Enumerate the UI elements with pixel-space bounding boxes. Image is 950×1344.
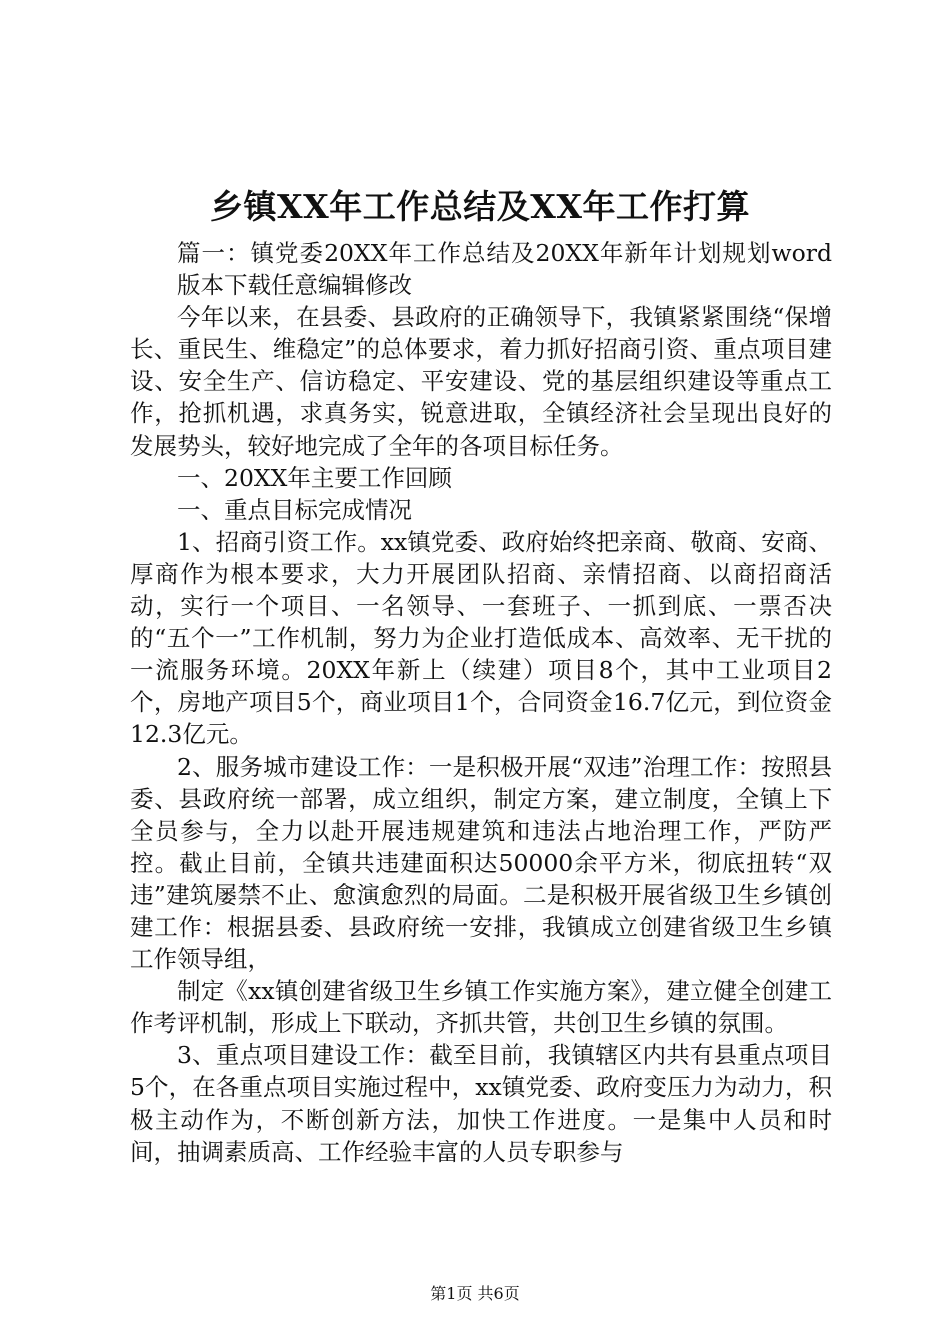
- body-paragraph-key-projects: 3、重点项目建设工作：截至目前，我镇辖区内共有县重点项目5个，在各重点项目实施过程中，xx镇党委、政府变压力为动力，积极主动作为，不断创新方法，加快工作进度。一是集中人员和时间，抽调素质高、工作经验丰富的人员专职参与: [130, 1041, 832, 1166]
- body-paragraph-urban-construction: 2、服务城市建设工作：一是积极开展“双违”治理工作：按照县委、县政府统一部署，成立组织，制定方案，建立制度，全镇上下全员参与，全力以赴开展违规建筑和违法占地治理工作，严防严控。截止目前，全镇共违建面积达50000余平方米，彻底扭转“双违”建筑屡禁不止、愈演愈烈的局面。二是积极开展省级卫生乡镇创建工作：根据县委、县政府统一安排，我镇成立创建省级卫生乡镇工作领导组，: [130, 752, 832, 974]
- body-paragraph-intro: 今年以来，在县委、县政府的正确领导下，我镇紧紧围绕“保增长、重民生、维稳定”的总体要求，着力抓好招商引资、重点项目建设、安全生产、信访稳定、平安建设、党的基层组织建设等重点工作，抢抓机遇，求真务实，锐意进取，全镇经济社会呈现出良好的发展势头，较好地完成了全年的各项目标任务。: [130, 303, 832, 460]
- body-paragraph-investment: 1、招商引资工作。xx镇党委、政府始终把亲商、敬商、安商、厚商作为根本要求，大力开展团队招商、亲情招商、以商招商活动，实行一个项目、一名领导、一套班子、一抓到底、一票否决的“五个一”工作机制，努力为企业打造低成本、高效率、无干扰的一流服务环境。20XX年新上（续建）项目8个，其中工业项目2个，房地产项目5个，商业项目1个，合同资金16.7亿元，到位资金12.3亿元。: [130, 527, 832, 749]
- document-title: 乡镇XX年工作总结及XX年工作打算: [210, 187, 750, 226]
- body-paragraph-sanitation-plan: 制定《xx镇创建省级卫生乡镇工作实施方案》，建立健全创建工作考评机制，形成上下联动，齐抓共管，共创卫生乡镇的氛围。: [130, 977, 832, 1038]
- document-body: [130, 237, 832, 1168]
- section-heading-review: 一、20XX年主要工作回顾: [177, 463, 452, 492]
- page-number-footer: 第1页 共6页: [430, 1284, 520, 1303]
- article-subtitle: 篇一：镇党委20XX年工作总结及20XX年新年计划规划word版本下载任意编辑修改: [177, 239, 832, 300]
- section-heading-targets: 一、重点目标完成情况: [177, 495, 412, 524]
